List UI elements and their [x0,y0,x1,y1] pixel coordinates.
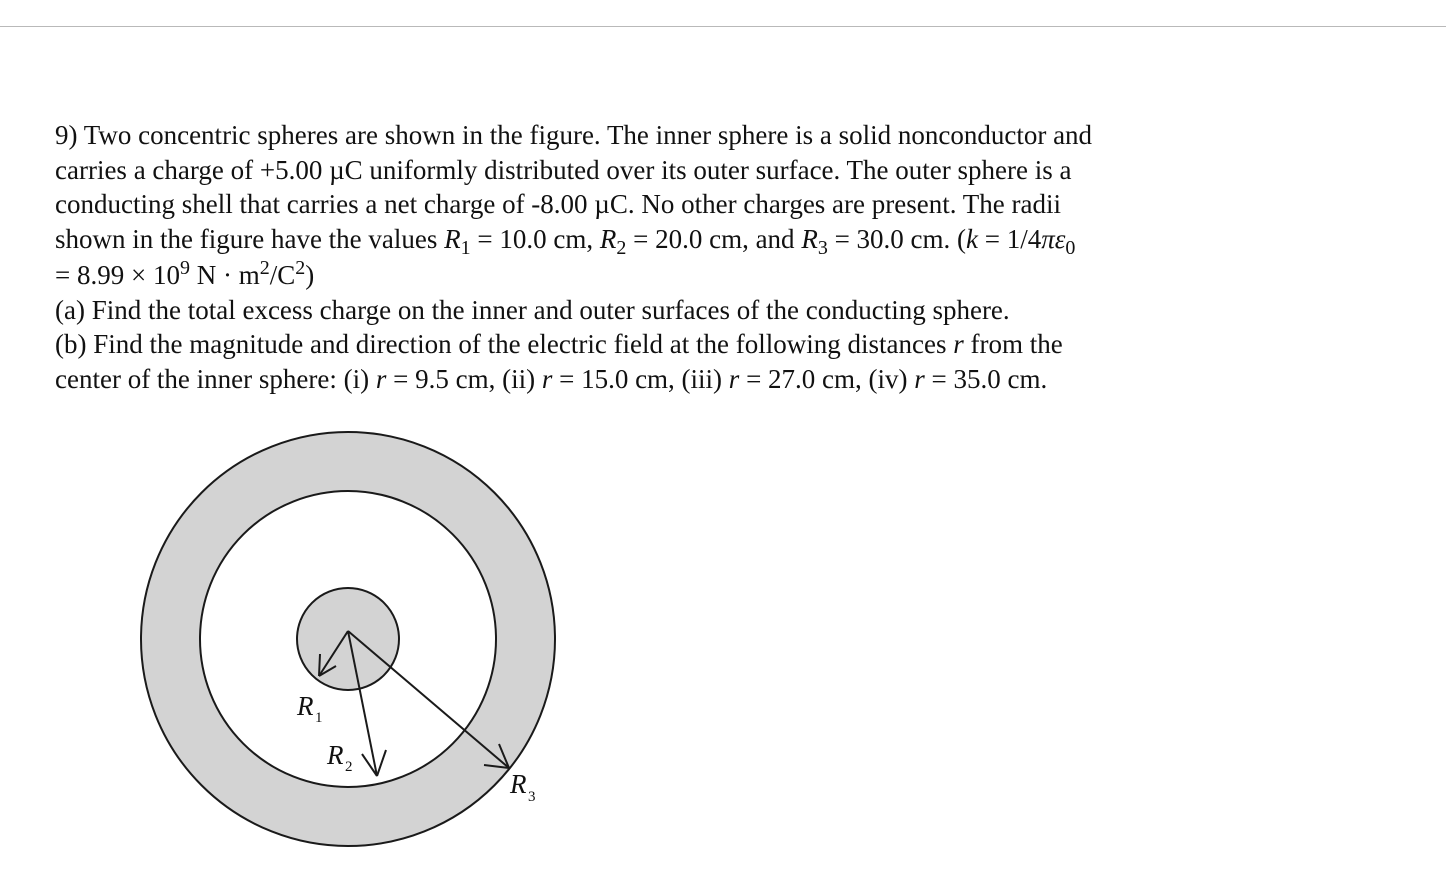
part-b-text: (b) Find the magnitude and direction of the electric field at the following distances [55,329,954,359]
pi-epsilon-symbol: πε [1041,223,1066,254]
concentric-spheres-figure [130,425,570,865]
r1-label-subscript: 1 [315,710,323,726]
inner-sphere [297,588,399,690]
part-b-tail: from the [963,329,1063,359]
exponent-9: 9 [179,257,190,279]
part-b-center-text: center of the inner sphere: (i) [55,363,376,394]
r3-label: R [510,769,527,799]
problem-line-4 [55,222,1235,257]
spheres-diagram [130,425,570,865]
r-symbol-i: r [375,363,387,394]
k-expression: = 1/4 [978,223,1042,254]
part-b-line-2 [55,362,1235,397]
r-symbol-iv: r [914,363,925,394]
r3-label-subscript: 3 [528,789,536,805]
r2-value: = 20.0 cm, and [626,223,802,254]
top-divider [0,26,1446,27]
problem-line-2: carries a charge of +5.00 µC uniformly distributed over its outer surface. The outer sphere is a [55,154,1072,185]
r-symbol-ii: r [541,363,553,394]
r3-symbol: R [801,223,818,254]
r1-value: = 10.0 cm, [470,223,600,254]
r-symbol: r [953,329,964,359]
part-a: (a) Find the total excess charge on the inner and outer surfaces of the conducting sphere. [55,294,1010,325]
r2-subscript: 2 [616,236,627,259]
distance-iii: = 27.0 cm, (iv) [739,363,915,394]
problem-text [55,118,1235,396]
units-part-2: /C [269,260,296,290]
distance-ii: = 15.0 cm, (iii) [552,363,729,394]
k-value: = 8.99 × 10 [55,260,180,290]
r2-label-subscript: 2 [345,759,353,775]
r-symbol-iii: r [728,363,740,394]
r3-subscript: 3 [817,236,828,259]
r2-label: R [327,740,344,770]
problem-line-1: 9) Two concentric spheres are shown in the figure. The inner sphere is a solid nonconductor and [55,120,1093,150]
problem-line-3: conducting shell that carries a net charge of -8.00 µC. No other charges are present. The radii [55,189,1061,219]
units-part-1: N · m [189,260,260,290]
exponent-m2: 2 [259,257,270,279]
r3-value: = 30.0 cm. ( [827,223,967,254]
units-close: ) [305,260,315,290]
r1-subscript: 1 [460,236,471,259]
radii-text: shown in the figure have the values [55,223,445,254]
part-b-line-1 [55,327,1235,362]
k-symbol: k [966,223,979,254]
distance-i: = 9.5 cm, (ii) [386,363,542,394]
distance-iv: = 35.0 cm. [924,363,1048,394]
problem-line-5 [55,258,1235,293]
exponent-c2: 2 [295,257,306,279]
epsilon-subscript: 0 [1065,236,1076,259]
r1-label: R [297,691,314,721]
r2-symbol: R [599,223,617,254]
r1-symbol: R [444,223,461,254]
